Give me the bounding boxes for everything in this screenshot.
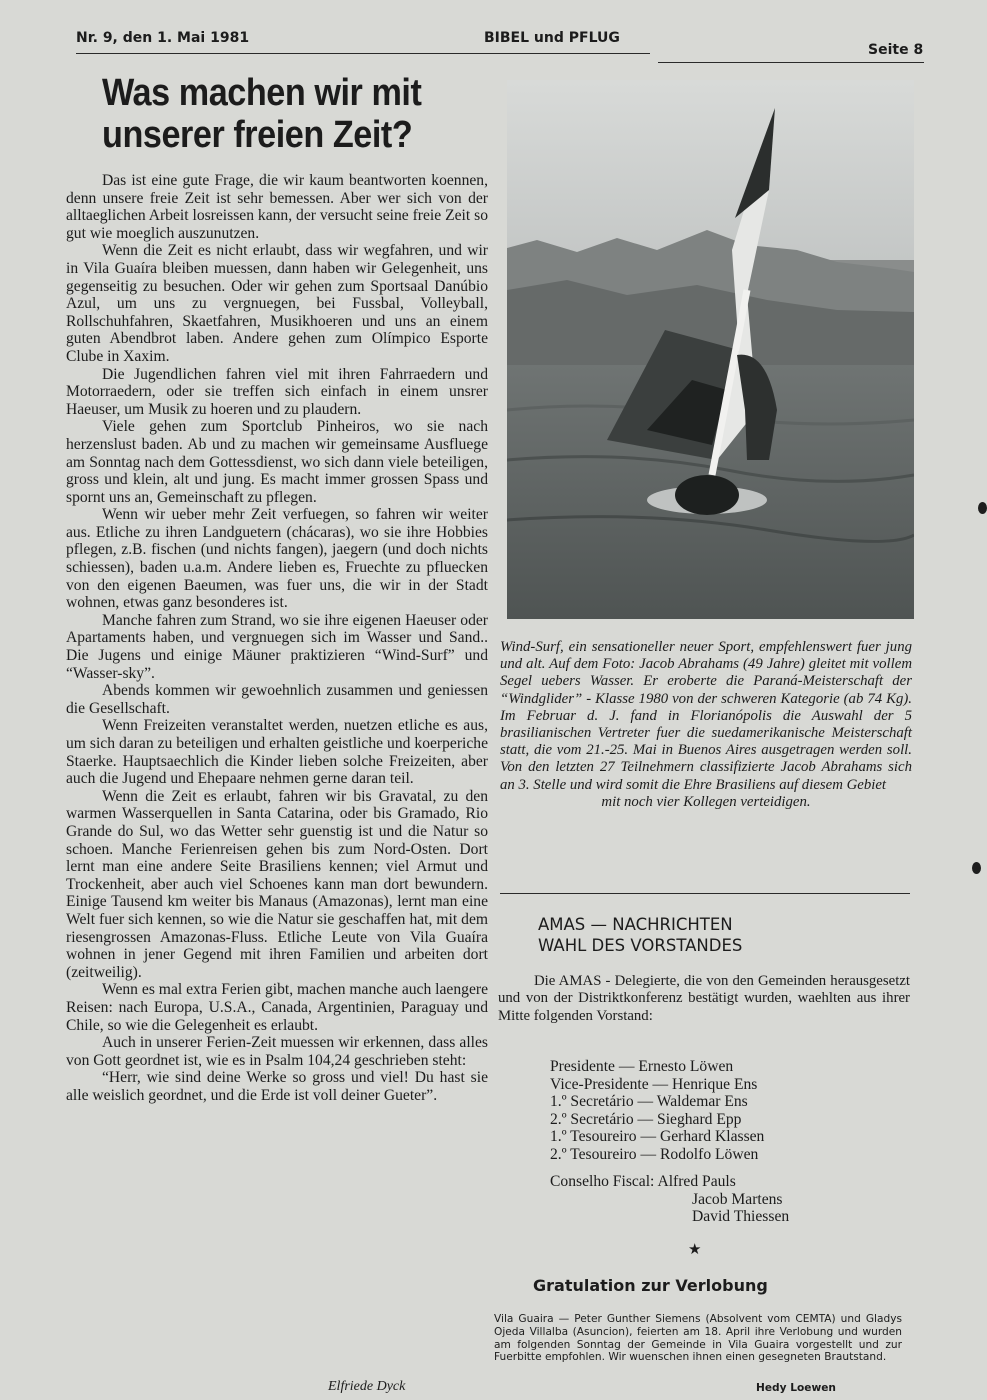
article-title-line-1: Was machen wir mit: [102, 72, 422, 114]
fiscal-member: Jacob Martens: [692, 1190, 783, 1208]
fiscal-council: [550, 1173, 789, 1226]
article-paragraph: Wenn die Zeit es nicht erlaubt, dass wir wegfahren, und wir in Vila Guaíra bleiben muessen, dann haben wir Gelegenheit, uns gegenseitig zu besuchen. Oder wir gehen zum Sportsaal Danúbio Azul, um uns zu vergnuegen, bei Fussbal, Volleyball, Rollschuhfahren, Skaetfahren, Musikhoeren und uns an einem guten Abendbrot laben. Andere gehen zum Olímpico Esporte Clube in Xaxim.: [66, 242, 488, 365]
photo-caption-last-line: mit noch vier Kollegen verteidigen.: [601, 793, 811, 810]
page-number: Seite 8: [868, 42, 924, 58]
photo-caption-text: Wind-Surf, ein sensationeller neuer Sport, empfehlenswert fuer jung und alt. Auf dem Foto: Jacob Abrahams (49 Jahre) gleitet mit vollem Segel uebers Wasser. Er eroberte die Paraná-Meisterschaft der “Windglider” - Klasse 1980 von der schweren Kategorie (ab 74 Kg). Im Februar d. J. fand in Florianópolis die Auswahl der 5 brasilianischen Vertreter fuer die suedamerikanische Meisterschaft statt, die vom 21.-25. Mai in Buenos Aires ausgetragen werden soll. Von den letzten 27 Teilnehmern classifizierte Jacob Abrahams sich an 3. Stelle und wird somit die Ehre Brasiliens auf diesem Gebiet: [500, 639, 912, 793]
photo-caption: [500, 639, 912, 811]
header-rule-left: [76, 53, 650, 54]
board-name: Waldemar Ens: [656, 1093, 748, 1111]
article-paragraph: Manche fahren zum Strand, wo sie ihre eigenen Haeuser oder Apartaments haben, und vergnuegen sich im Wasser und Sand.. Die Jugens und einige Mäuner praktizieren “Wind-Surf” und “Wasser-sky”.: [66, 611, 488, 682]
windsurf-photo: [507, 80, 914, 619]
article-paragraph: Auch in unserer Ferien-Zeit muessen wir erkennen, dass alles von Gott geordnet ist, wie es in Psalm 104,24 geschrieben steht:: [66, 1034, 488, 1069]
board-role: 1.º Tesoureiro: [550, 1128, 637, 1146]
fiscal-label: Conselho Fiscal:: [550, 1173, 655, 1190]
punch-hole: [972, 862, 981, 874]
article-author: Elfriede Dyck: [328, 1379, 406, 1394]
board-role: Presidente: [550, 1058, 615, 1075]
article-paragraph: Wenn es mal extra Ferien gibt, machen manche auch laengere Reisen: nach Europa, U.S.A., Canada, Argentinien, Paraguay und Chile, so wie die Gelegenheit es erlaubt.: [66, 981, 488, 1034]
punch-hole: [978, 502, 987, 514]
fiscal-member: Alfred Pauls: [657, 1173, 736, 1190]
board-member-row: 1.º Tesoureiro — Gerhard Klassen: [550, 1128, 765, 1146]
board-member-row: 1.º Secretário — Waldemar Ens: [550, 1093, 748, 1111]
board-member-row: 2.º Tesoureiro — Rodolfo Löwen: [550, 1145, 759, 1163]
board-role: 2.º Secretário: [550, 1110, 634, 1128]
article-title: [102, 72, 453, 156]
article-title-line-2: unserer freien Zeit?: [102, 114, 413, 156]
board-name: Ernesto Löwen: [638, 1058, 734, 1075]
article-paragraph: Wenn die Zeit es erlaubt, fahren wir bis Gravatal, zu den warmen Wasserquellen in Santa Catarina, oder bis Gramado, Rio Grande do Sul, wo das Wetter sehr guenstig ist und die Natur so schoen. Manche Ferienreisen gehen bis zum Nord-Osten. Dort lernt man eine andere Seite Brasiliens kennen; viel Armut und Trockenheit, aber auch viel Schoenes kann man dort bewundern. Einige Tausend km weiter bis Manaus (Amazonas), lernt man eine Welt fuer sich kennen, so wie die Natur sie geschaffen hat, mit dem riesengrossen Amazonas-Fluss. Etliche Leute von Vila Guaíra wohnen in jener Gegend mit ihren Familien und arbeiten dort (zeitweilig).: [66, 787, 488, 981]
board-name: Henrique Ens: [672, 1075, 758, 1093]
amas-heading-line-2: WAHL DES VORSTANDES: [538, 936, 743, 955]
article-body: [66, 172, 488, 1104]
board-member-row: Vice-Presidente — Henrique Ens: [550, 1075, 758, 1093]
article-quote: “Herr, wie sind deine Werke so gross und viel! Du hast sie alle weislich geordnet, und die Erde ist voll deiner Gueter”.: [66, 1069, 488, 1104]
fiscal-member: David Thiessen: [692, 1208, 790, 1226]
issue-number: Nr. 9, den 1. Mai 1981: [76, 30, 250, 46]
amas-heading: [538, 914, 742, 956]
article-paragraph: Das ist eine gute Frage, die wir kaum beantworten koennen, denn unsere freie Zeit ist sehr bemessen. Aber wer sich von der alltaeglichen Arbeit losreissen kann, der versucht seine freie Zeit so gut wie moeglich auszunutzen.: [66, 172, 488, 242]
article-paragraph: Wenn Freizeiten veranstaltet werden, nuetzen etliche es aus, um sich daran zu beteiligen und erhalten geistliche und koerperiche Staerke. Hauptsaechlich die Kinder lieben solche Freizeiten, aber auch die Jugend und Ehepaare nehmen gerne daran teil.: [66, 717, 488, 788]
board-role: 1.º Secretário: [550, 1093, 634, 1111]
board-list: [550, 1058, 764, 1164]
article-paragraph: Wenn wir ueber mehr Zeit verfuegen, so fahren wir weiter aus. Etliche zu ihren Landguetern (chácaras), wo sie ihre Hobbies pflegen, z.B. fischen (und nichts fangen), jaegern (und doch nichts schiessen), baden u.a.m. Andere lieben es, Fruechte zu pfluecken von den eigenen Baeumen, was fuer uns, die wir in der Stadt wohnen, etwas ganz besonderes ist.: [66, 506, 488, 612]
amas-intro: [498, 973, 910, 1025]
board-member-row: Presidente — Ernesto Löwen: [550, 1058, 734, 1075]
engagement-title: Gratulation zur Verlobung: [533, 1276, 768, 1295]
engagement-text: Vila Guaira — Peter Gunther Siemens (Absolvent vom CEMTA) und Gladys Ojeda Villalba (Asuncion), feierten am 18. April ihre Verlobung und wurden am folgenden Sonntag der Gemeinde in Vila Guaira vorgestellt und zur Fuerbitte empfohlen. Wir wuenschen ihnen einen gesegneten Brautstand.: [494, 1313, 902, 1364]
board-member-row: 2.º Secretário — Sieghard Epp: [550, 1110, 742, 1128]
section-divider: [500, 893, 910, 894]
engagement-signature: Hedy Loewen: [756, 1382, 836, 1394]
article-paragraph: Die Jugendlichen fahren viel mit ihren Fahrraedern und Motorraedern, oder sie treffen sich einfach in einem unsrer Haeuser, um Musik zu hoeren und zu plaudern.: [66, 365, 488, 418]
fiscal-row: [550, 1173, 789, 1191]
board-role: Vice-Presidente: [550, 1075, 649, 1093]
amas-intro-text: Die AMAS - Delegierte, die von den Gemeinden herausgesetzt und von der Distriktkonferenz bestätigt wurden, waehlten aus ihrer Mitte folgenden Vorstand:: [498, 973, 910, 1024]
board-role: 2.º Tesoureiro: [550, 1145, 637, 1163]
board-name: Sieghard Epp: [657, 1110, 742, 1128]
board-name: Rodolfo Löwen: [660, 1145, 759, 1163]
header-rule-right: [658, 62, 924, 63]
amas-heading-line-1: AMAS — NACHRICHTEN: [538, 915, 733, 934]
windsurf-image: [507, 80, 914, 619]
star-icon: ★: [688, 1240, 702, 1258]
article-paragraph: Viele gehen zum Sportclub Pinheiros, wo sie nach herzenslust baden. Ab und zu machen wir gemeinsame Ausfluege am Sonntag nach dem Gottessdienst, wo sich dann viele beteiligen, gross und klein, alt und jung. Es macht immer grossen Spass und spornt uns an, Gemeinschaft zu pflegen.: [66, 418, 488, 506]
article-paragraph: Abends kommen wir gewoehnlich zusammen und geniessen die Gesellschaft.: [66, 682, 488, 717]
newspaper-name: BIBEL und PFLUG: [484, 30, 620, 46]
board-name: Gerhard Klassen: [660, 1128, 765, 1146]
